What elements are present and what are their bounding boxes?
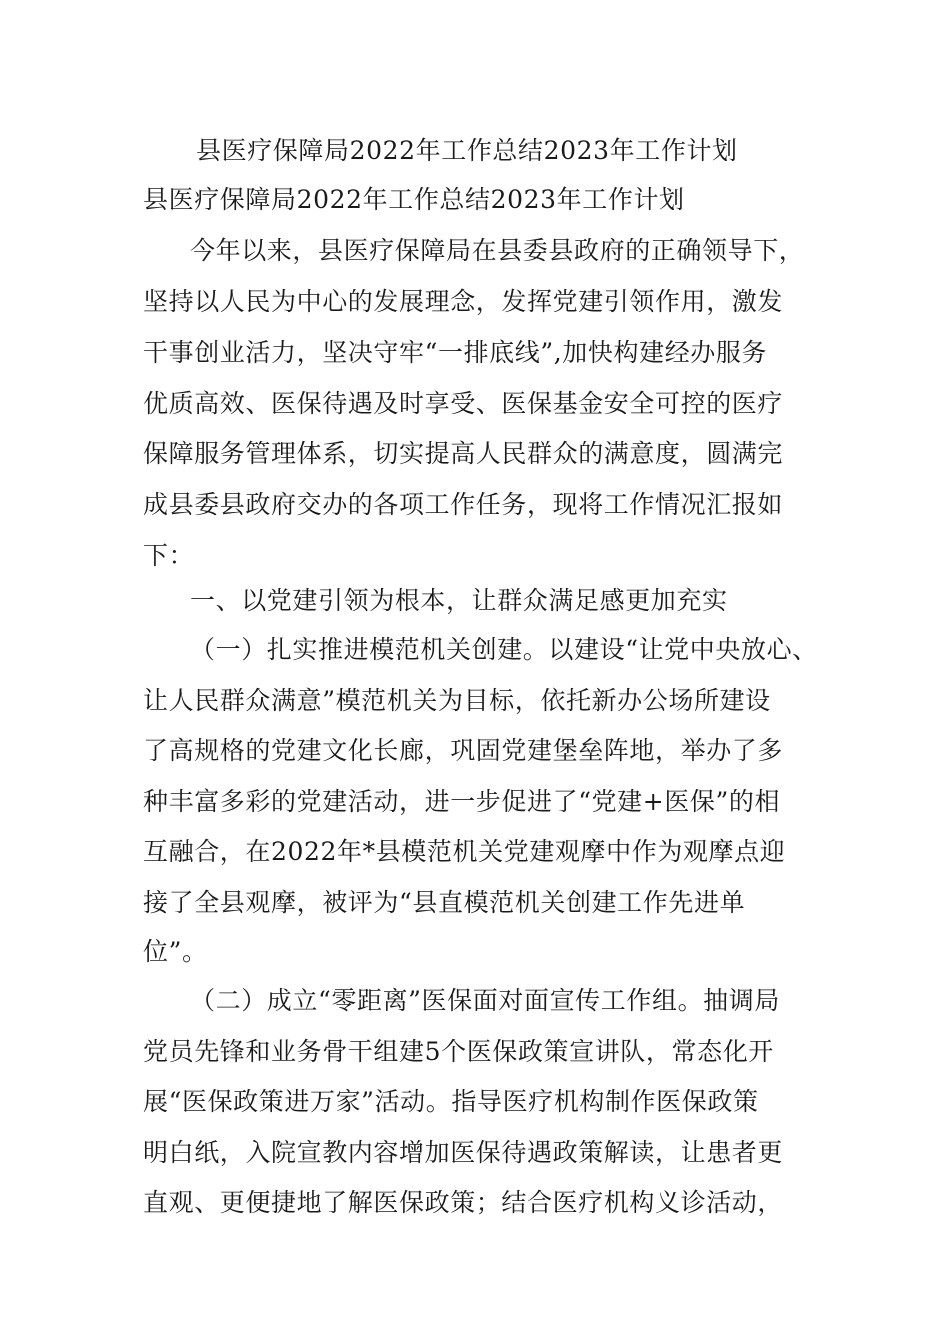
paragraph-line: 接了全县观摩，被评为“县直模范机关创建工作先进单 (143, 888, 746, 917)
paragraph-line: 展“医保政策进万家”活动。指导医疗机构制作医保政策 (143, 1087, 759, 1116)
paragraph-line: 坚持以人民为中心的发展理念，发挥党建引领作用，激发 (143, 287, 784, 316)
paragraph-line: 优质高效、医保待遇及时享受、医保基金安全可控的医疗 (143, 389, 784, 418)
paragraph-line: 直观、更便捷地了解医保政策；结合医疗机构义诊活动， (143, 1188, 784, 1217)
paragraph-line: 了高规格的党建文化长廊，巩固党建堡垒阵地，举办了多 (143, 736, 784, 765)
paragraph-line: 今年以来，县医疗保障局在县委县政府的正确领导下， (190, 236, 805, 265)
paragraph-line: 干事创业活力，坚决守牢“一排底线”,加快构建经办服务 (143, 338, 768, 367)
paragraph-line: 下： (143, 541, 195, 570)
paragraph-line: （一）扎实推进模范机关创建。以建设“让党中央放心、 (190, 635, 818, 664)
paragraph-line: 保障服务管理体系，切实提高人民群众的满意度，圆满完 (143, 439, 784, 468)
document-subtitle: 县医疗保障局2022年工作总结2023年工作计划 (143, 185, 685, 214)
document-title: 县医疗保障局2022年工作总结2023年工作计划 (196, 136, 738, 165)
paragraph-line: 互融合，在2022年*县模范机关党建观摩中作为观摩点迎 (143, 837, 786, 866)
paragraph-line: （二）成立“零距离”医保面对面宣传工作组。抽调局 (190, 986, 780, 1015)
paragraph-line: 明白纸，入院宣教内容增加医保待遇政策解读，让患者更 (143, 1138, 784, 1167)
paragraph-line: 党员先锋和业务骨干组建5个医保政策宣讲队，常态化开 (143, 1037, 774, 1066)
paragraph-line: 成县委县政府交办的各项工作任务，现将工作情况汇报如 (143, 490, 784, 519)
paragraph-line: 让人民群众满意”模范机关为目标，依托新办公场所建设 (143, 686, 771, 715)
paragraph-line: 位”。 (143, 937, 208, 966)
paragraph-line: 种丰富多彩的党建活动，进一步促进了“党建+医保”的相 (143, 787, 781, 816)
section-heading: 一、以党建引领为根本，让群众满足感更加充实 (190, 586, 728, 615)
